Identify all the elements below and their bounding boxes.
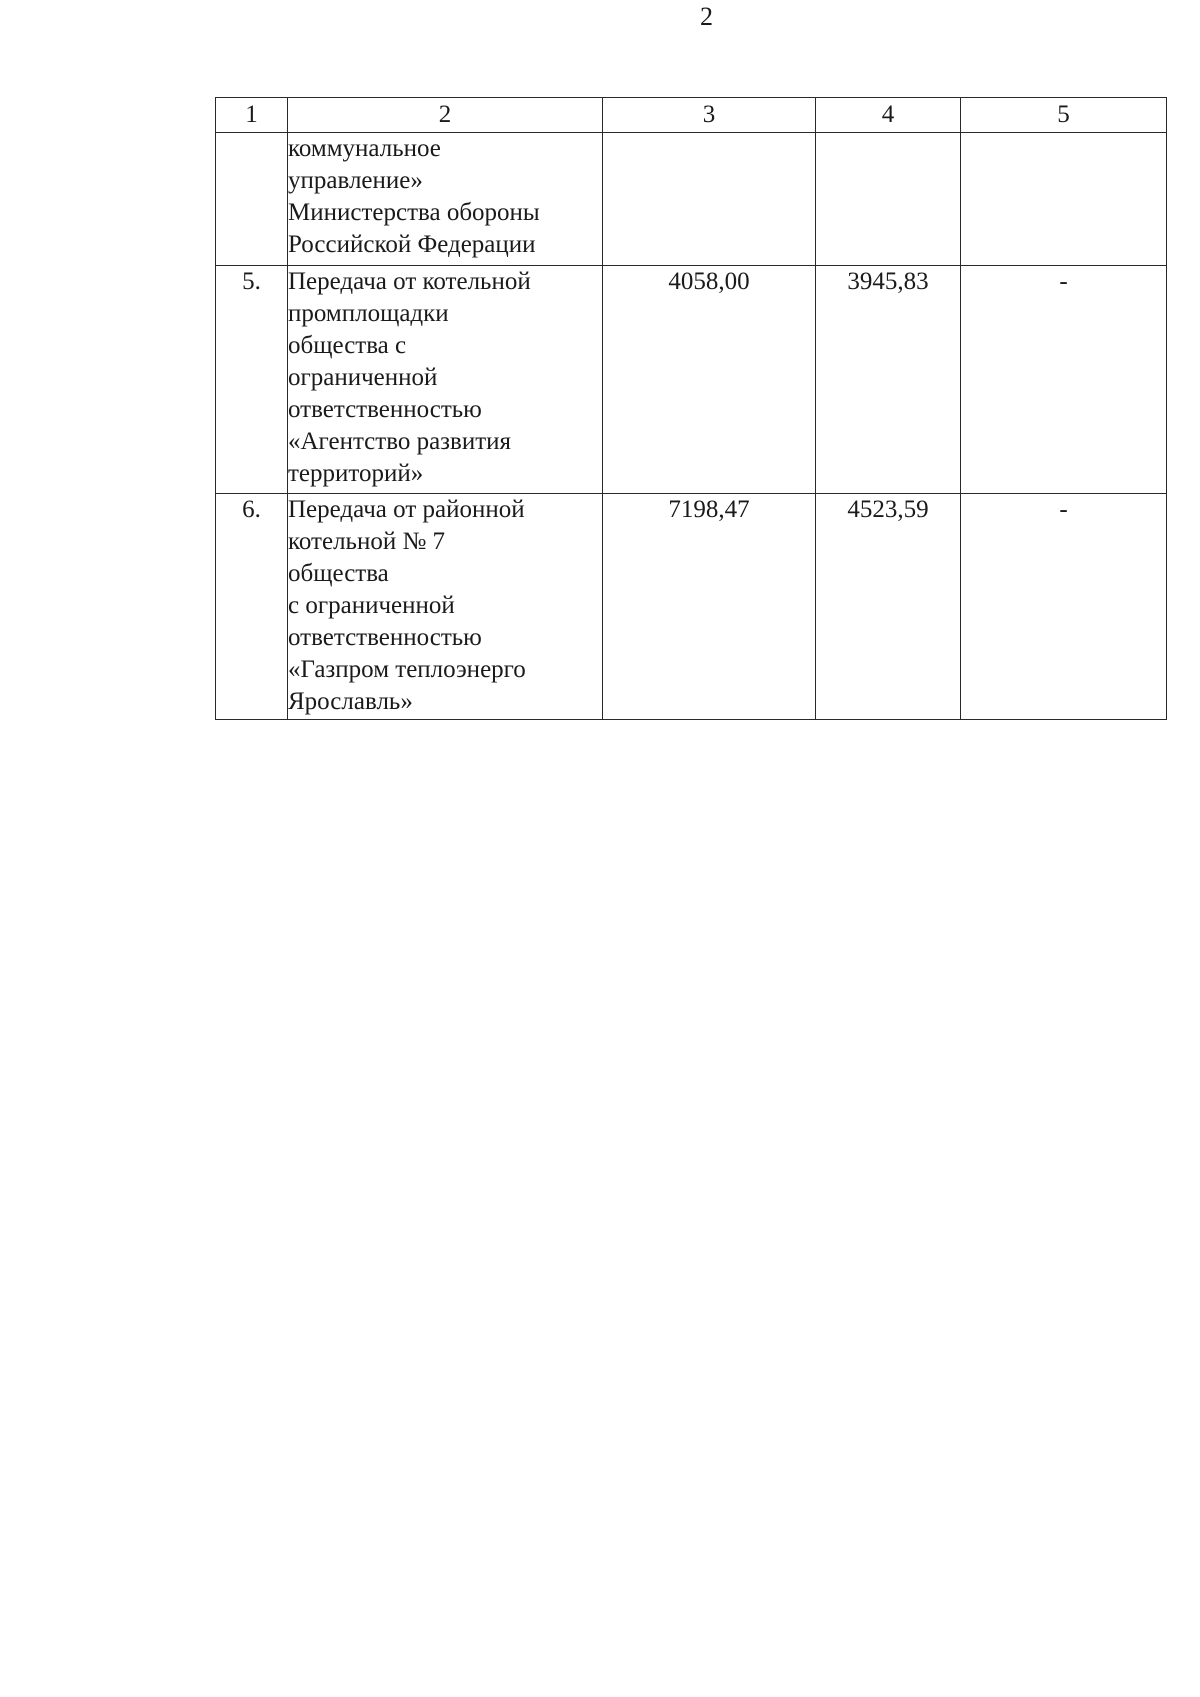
row-number: 6.: [216, 494, 288, 720]
header-col-1: 1: [216, 98, 288, 133]
header-col-5: 5: [961, 98, 1167, 133]
table-row: [216, 133, 1167, 266]
row-value-col5: -: [961, 494, 1167, 720]
row-number: [216, 133, 288, 266]
row-value-col3: [603, 133, 816, 266]
data-table: [215, 97, 1167, 720]
row-name: Передача от районной котельной № 7 общества с ограниченной ответственностью «Газпром теплоэнерго Ярославль»: [288, 496, 526, 715]
table-row: [216, 494, 1167, 720]
header-col-4: 4: [816, 98, 961, 133]
row-number: 5.: [216, 266, 288, 494]
header-col-3: 3: [603, 98, 816, 133]
page-number: 2: [700, 2, 713, 31]
table-row: [216, 266, 1167, 494]
row-value-col5: [961, 133, 1167, 266]
row-value-col5: -: [961, 266, 1167, 494]
row-value-col3: 4058,00: [603, 266, 816, 494]
table-header-row: [216, 98, 1167, 133]
row-value-col4: 3945,83: [816, 266, 961, 494]
row-value-col4: [816, 133, 961, 266]
row-name: Передача от котельной промплощадки общества с ограниченной ответственностью «Агентство развития территорий»: [288, 268, 531, 487]
row-value-col4: 4523,59: [816, 494, 961, 720]
row-value-col3: 7198,47: [603, 494, 816, 720]
header-col-2: 2: [288, 98, 603, 133]
row-name: коммунальное управление» Министерства обороны Российской Федерации: [288, 135, 540, 258]
